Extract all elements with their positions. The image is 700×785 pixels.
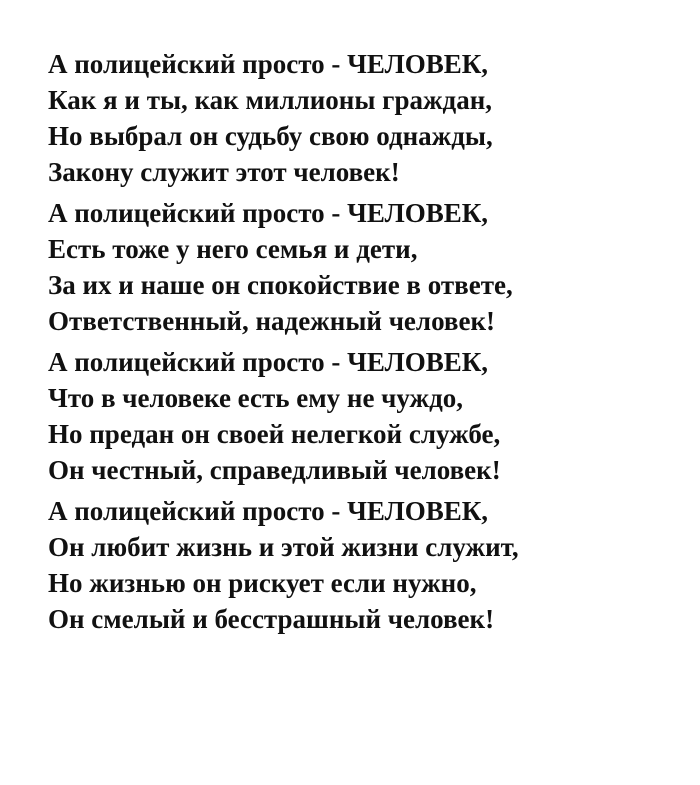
- poem-line: Но жизнью он рискует если нужно,: [48, 568, 477, 598]
- poem-line: А полицейский просто - ЧЕЛОВЕК,: [48, 496, 489, 526]
- poem-line: А полицейский просто - ЧЕЛОВЕК,: [48, 347, 489, 377]
- poem-line: Он любит жизнь и этой жизни служит,: [48, 532, 519, 562]
- poem-line: Но выбрал он судьбу свою однажды,: [48, 121, 493, 151]
- poem-line: Что в человеке есть ему не чуждо,: [48, 383, 464, 413]
- stanza-4: [48, 493, 688, 637]
- poem-line: Но предан он своей нелегкой службе,: [48, 419, 501, 449]
- stanza-2: [48, 195, 688, 339]
- poem-line: За их и наше он спокойствие в ответе,: [48, 270, 513, 300]
- poem-line: Закону служит этот человек!: [48, 157, 400, 187]
- poem-line: Он честный, справедливый человек!: [48, 455, 501, 485]
- poem-line: Он смелый и бесстрашный человек!: [48, 604, 495, 634]
- poem: [48, 46, 688, 642]
- poem-line: А полицейский просто - ЧЕЛОВЕК,: [48, 49, 489, 79]
- poem-line: Как я и ты, как миллионы граждан,: [48, 85, 492, 115]
- stanza-1: [48, 46, 688, 190]
- poem-line: Ответственный, надежный человек!: [48, 306, 496, 336]
- poem-line: Есть тоже у него семья и дети,: [48, 234, 418, 264]
- stanza-3: [48, 344, 688, 488]
- poem-line: А полицейский просто - ЧЕЛОВЕК,: [48, 198, 489, 228]
